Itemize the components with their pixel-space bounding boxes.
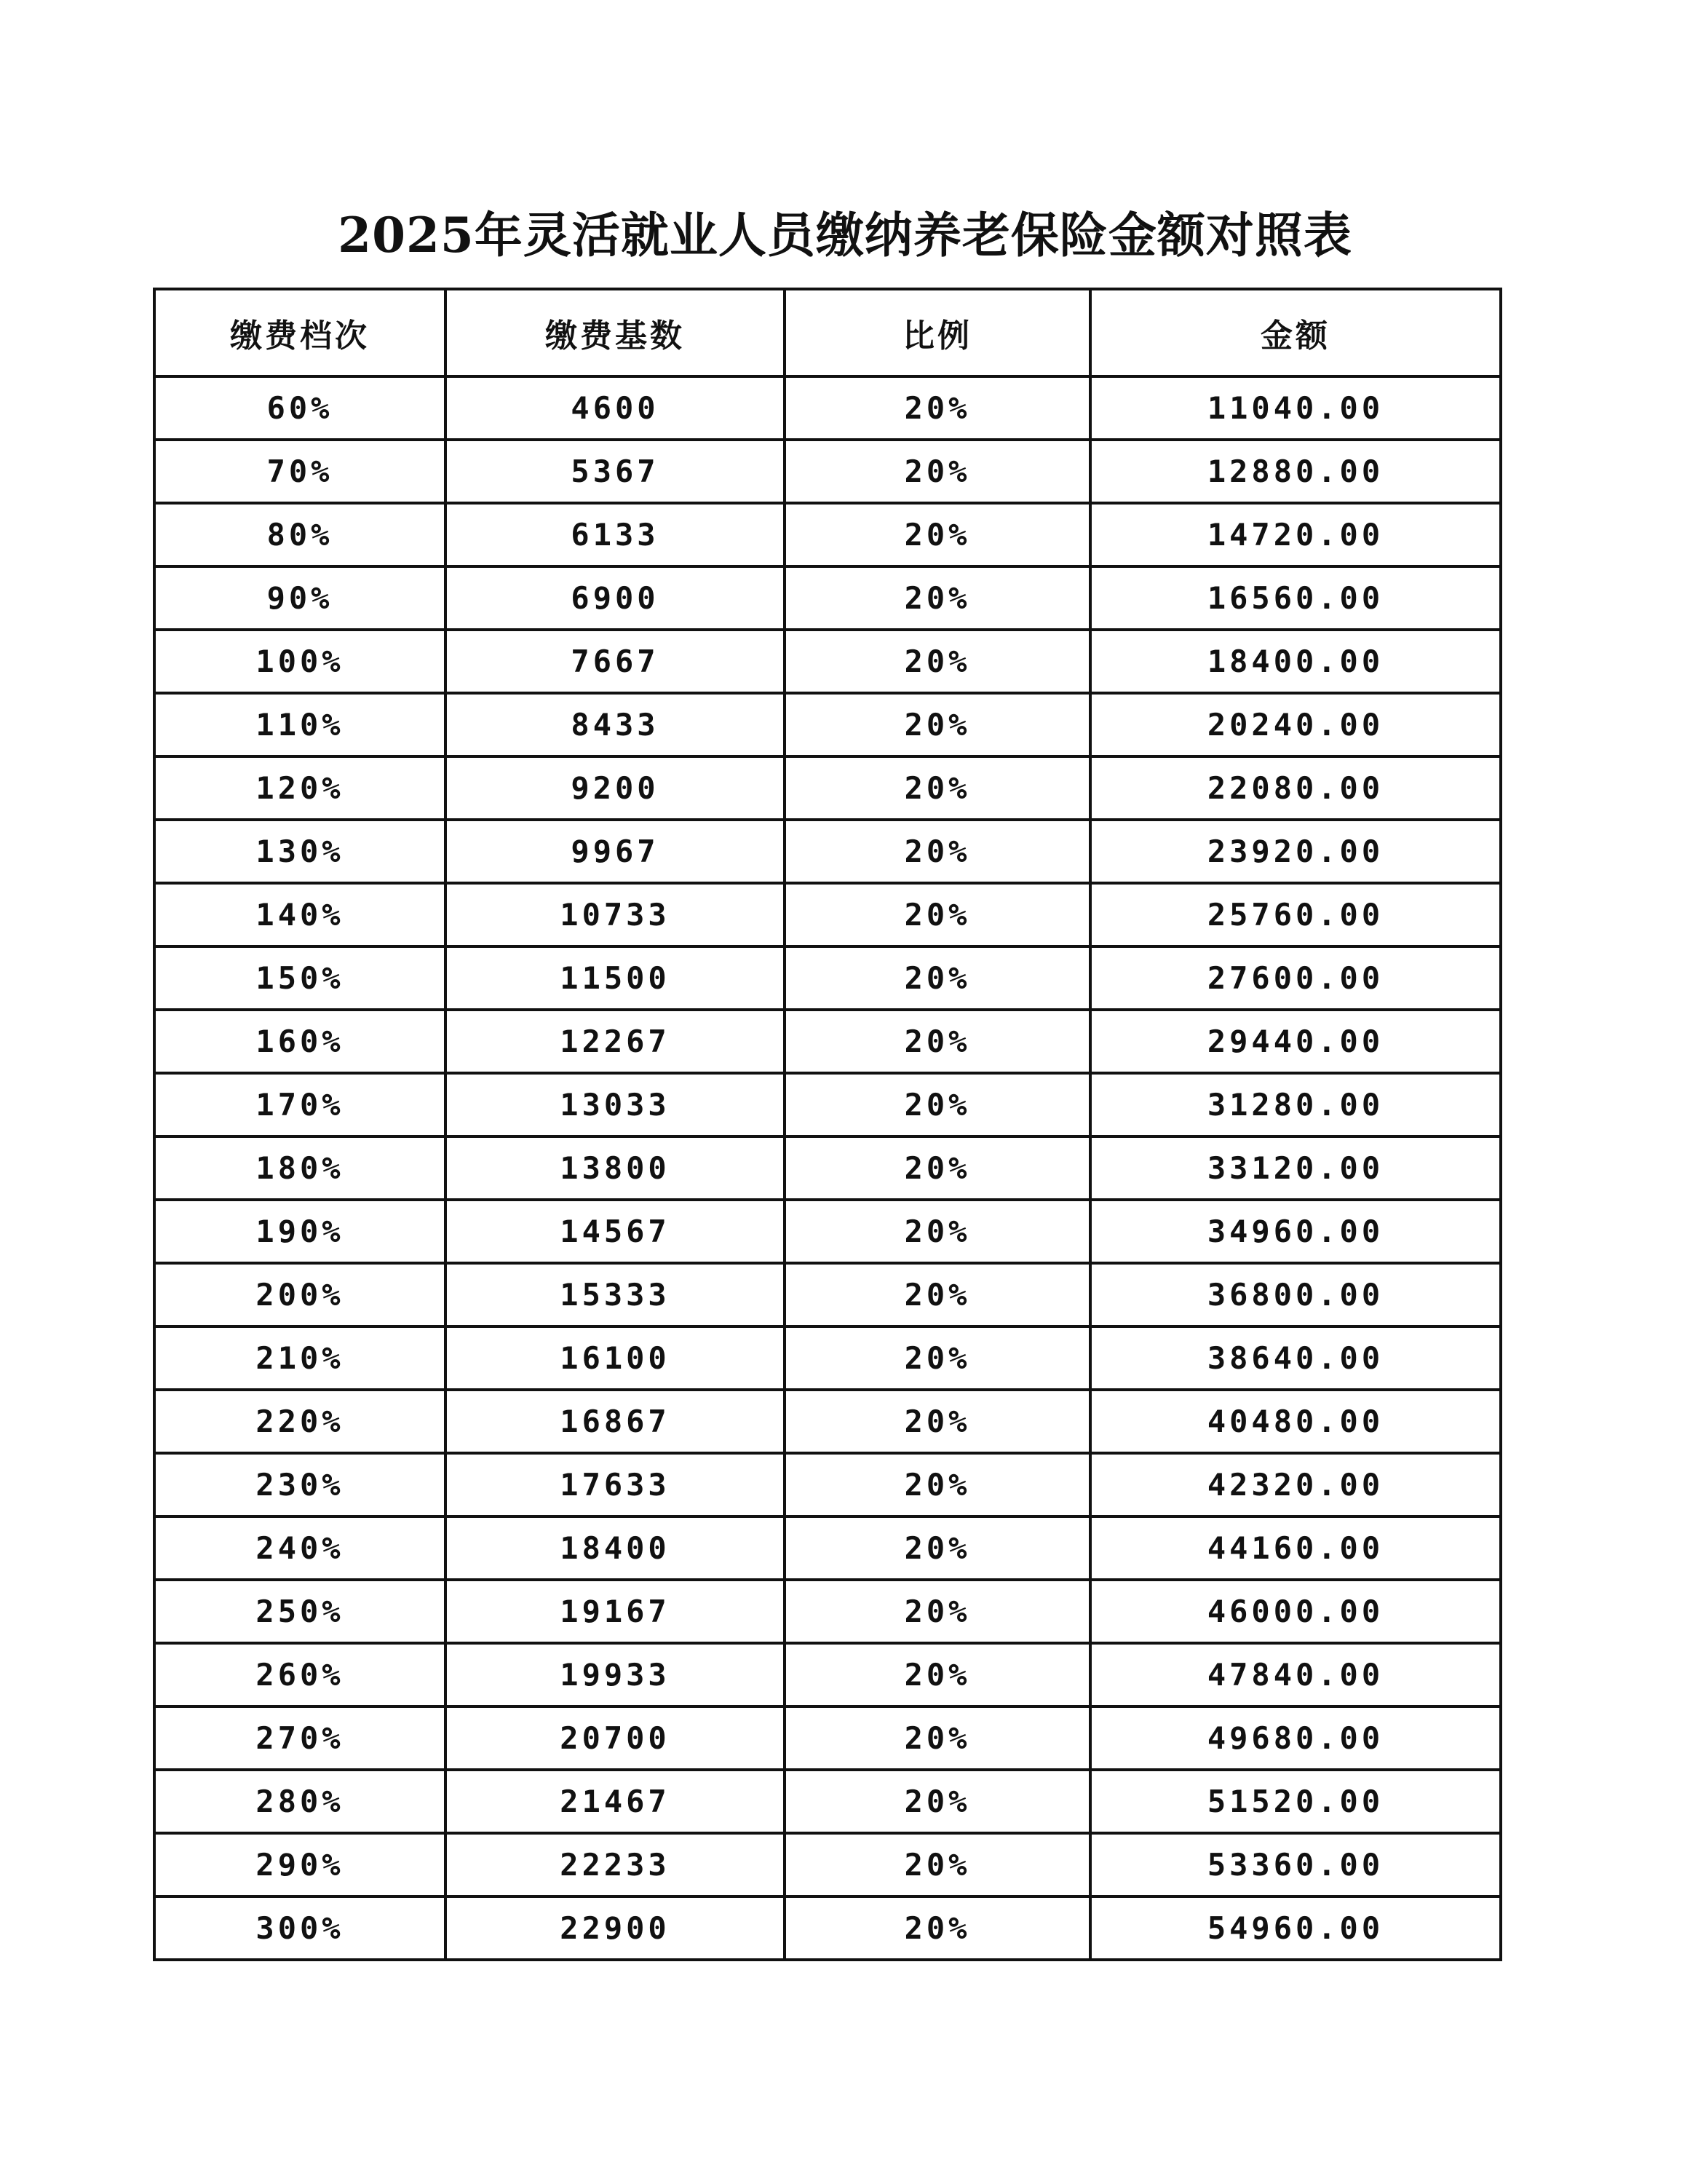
contribution-level-cell: 120%	[154, 756, 445, 820]
amount-cell: 27600.00	[1090, 946, 1501, 1010]
rate-cell: 20%	[785, 1326, 1090, 1390]
contribution-level-cell: 60%	[154, 376, 445, 440]
rate-cell: 20%	[785, 1010, 1090, 1073]
rate-cell: 20%	[785, 756, 1090, 820]
amount-cell: 49680.00	[1090, 1706, 1501, 1770]
table-row	[154, 1136, 1501, 1200]
contribution-base-cell: 6133	[445, 503, 785, 566]
contribution-level-cell: 90%	[154, 566, 445, 630]
contribution-base-cell: 12267	[445, 1010, 785, 1073]
amount-cell: 54960.00	[1090, 1896, 1501, 1960]
amount-cell: 18400.00	[1090, 630, 1501, 693]
amount-cell: 22080.00	[1090, 756, 1501, 820]
table-row	[154, 440, 1501, 503]
amount-cell: 40480.00	[1090, 1390, 1501, 1453]
contribution-base-cell: 17633	[445, 1453, 785, 1516]
contribution-level-cell: 260%	[154, 1643, 445, 1706]
contribution-base-cell: 13033	[445, 1073, 785, 1136]
contribution-base-cell: 16867	[445, 1390, 785, 1453]
amount-cell: 42320.00	[1090, 1453, 1501, 1516]
rate-cell: 20%	[785, 1073, 1090, 1136]
contribution-level-cell: 200%	[154, 1263, 445, 1326]
amount-cell: 46000.00	[1090, 1580, 1501, 1643]
table-row	[154, 376, 1501, 440]
contribution-base-cell: 21467	[445, 1770, 785, 1833]
contribution-base-cell: 9200	[445, 756, 785, 820]
rate-cell: 20%	[785, 693, 1090, 756]
amount-cell: 14720.00	[1090, 503, 1501, 566]
table-row	[154, 1770, 1501, 1833]
table-row	[154, 1643, 1501, 1706]
rate-cell: 20%	[785, 1896, 1090, 1960]
table-header	[154, 289, 1501, 376]
table-row	[154, 1390, 1501, 1453]
table-row	[154, 1200, 1501, 1263]
rate-cell: 20%	[785, 1580, 1090, 1643]
table-row	[154, 756, 1501, 820]
amount-cell: 29440.00	[1090, 1010, 1501, 1073]
contribution-base-cell: 22233	[445, 1833, 785, 1896]
header-contribution-level: 缴费档次	[154, 289, 445, 376]
rate-cell: 20%	[785, 1706, 1090, 1770]
contribution-base-cell: 10733	[445, 883, 785, 946]
table-row	[154, 1516, 1501, 1580]
contribution-base-cell: 4600	[445, 376, 785, 440]
contribution-level-cell: 140%	[154, 883, 445, 946]
rate-cell: 20%	[785, 1643, 1090, 1706]
amount-cell: 34960.00	[1090, 1200, 1501, 1263]
rate-cell: 20%	[785, 1263, 1090, 1326]
table-body	[154, 376, 1501, 1960]
rate-cell: 20%	[785, 1390, 1090, 1453]
contribution-level-cell: 250%	[154, 1580, 445, 1643]
table-row	[154, 1263, 1501, 1326]
contribution-level-cell: 270%	[154, 1706, 445, 1770]
header-row	[154, 289, 1501, 376]
contribution-level-cell: 70%	[154, 440, 445, 503]
contribution-base-cell: 16100	[445, 1326, 785, 1390]
contribution-level-cell: 230%	[154, 1453, 445, 1516]
rate-cell: 20%	[785, 1136, 1090, 1200]
amount-cell: 31280.00	[1090, 1073, 1501, 1136]
contribution-level-cell: 180%	[154, 1136, 445, 1200]
contribution-base-cell: 18400	[445, 1516, 785, 1580]
rate-cell: 20%	[785, 1833, 1090, 1896]
amount-cell: 51520.00	[1090, 1770, 1501, 1833]
contribution-base-cell: 19933	[445, 1643, 785, 1706]
contribution-base-cell: 13800	[445, 1136, 785, 1200]
contribution-base-cell: 7667	[445, 630, 785, 693]
contribution-level-cell: 280%	[154, 1770, 445, 1833]
contribution-level-cell: 300%	[154, 1896, 445, 1960]
table-row	[154, 1896, 1501, 1960]
header-contribution-base: 缴费基数	[445, 289, 785, 376]
table-row	[154, 1010, 1501, 1073]
contribution-level-cell: 150%	[154, 946, 445, 1010]
contribution-level-cell: 80%	[154, 503, 445, 566]
contribution-level-cell: 170%	[154, 1073, 445, 1136]
table-row	[154, 1706, 1501, 1770]
rate-cell: 20%	[785, 1770, 1090, 1833]
amount-cell: 33120.00	[1090, 1136, 1501, 1200]
header-amount: 金额	[1090, 289, 1501, 376]
amount-cell: 16560.00	[1090, 566, 1501, 630]
page-title: 2025年灵活就业人员缴纳养老保险金额对照表	[338, 207, 1352, 264]
amount-cell: 23920.00	[1090, 820, 1501, 883]
contribution-base-cell: 6900	[445, 566, 785, 630]
contribution-base-cell: 5367	[445, 440, 785, 503]
amount-cell: 25760.00	[1090, 883, 1501, 946]
table-row	[154, 1453, 1501, 1516]
contribution-base-cell: 19167	[445, 1580, 785, 1643]
contribution-base-cell: 14567	[445, 1200, 785, 1263]
table-row	[154, 566, 1501, 630]
table-row	[154, 883, 1501, 946]
contribution-level-cell: 110%	[154, 693, 445, 756]
contribution-base-cell: 22900	[445, 1896, 785, 1960]
amount-cell: 36800.00	[1090, 1263, 1501, 1326]
rate-cell: 20%	[785, 440, 1090, 503]
rate-cell: 20%	[785, 376, 1090, 440]
table-row	[154, 693, 1501, 756]
amount-cell: 20240.00	[1090, 693, 1501, 756]
rate-cell: 20%	[785, 566, 1090, 630]
contribution-base-cell: 8433	[445, 693, 785, 756]
table-row	[154, 820, 1501, 883]
table-row	[154, 503, 1501, 566]
contribution-level-cell: 160%	[154, 1010, 445, 1073]
rate-cell: 20%	[785, 1453, 1090, 1516]
contribution-level-cell: 100%	[154, 630, 445, 693]
amount-cell: 47840.00	[1090, 1643, 1501, 1706]
contribution-base-cell: 15333	[445, 1263, 785, 1326]
contribution-level-cell: 220%	[154, 1390, 445, 1453]
amount-cell: 53360.00	[1090, 1833, 1501, 1896]
rate-cell: 20%	[785, 1516, 1090, 1580]
table-row	[154, 1833, 1501, 1896]
contribution-level-cell: 290%	[154, 1833, 445, 1896]
amount-cell: 12880.00	[1090, 440, 1501, 503]
rate-cell: 20%	[785, 503, 1090, 566]
contribution-base-cell: 20700	[445, 1706, 785, 1770]
amount-cell: 11040.00	[1090, 376, 1501, 440]
contribution-base-cell: 9967	[445, 820, 785, 883]
amount-cell: 44160.00	[1090, 1516, 1501, 1580]
rate-cell: 20%	[785, 883, 1090, 946]
table-row	[154, 1073, 1501, 1136]
rate-cell: 20%	[785, 946, 1090, 1010]
table-row	[154, 1580, 1501, 1643]
contribution-level-cell: 190%	[154, 1200, 445, 1263]
rate-cell: 20%	[785, 820, 1090, 883]
table-row	[154, 1326, 1501, 1390]
contribution-base-cell: 11500	[445, 946, 785, 1010]
header-rate: 比例	[785, 289, 1090, 376]
rate-cell: 20%	[785, 1200, 1090, 1263]
amount-cell: 38640.00	[1090, 1326, 1501, 1390]
contribution-level-cell: 210%	[154, 1326, 445, 1390]
contribution-level-cell: 130%	[154, 820, 445, 883]
rate-cell: 20%	[785, 630, 1090, 693]
contribution-level-cell: 240%	[154, 1516, 445, 1580]
table-row	[154, 630, 1501, 693]
contribution-table	[153, 288, 1502, 1961]
table-row	[154, 946, 1501, 1010]
